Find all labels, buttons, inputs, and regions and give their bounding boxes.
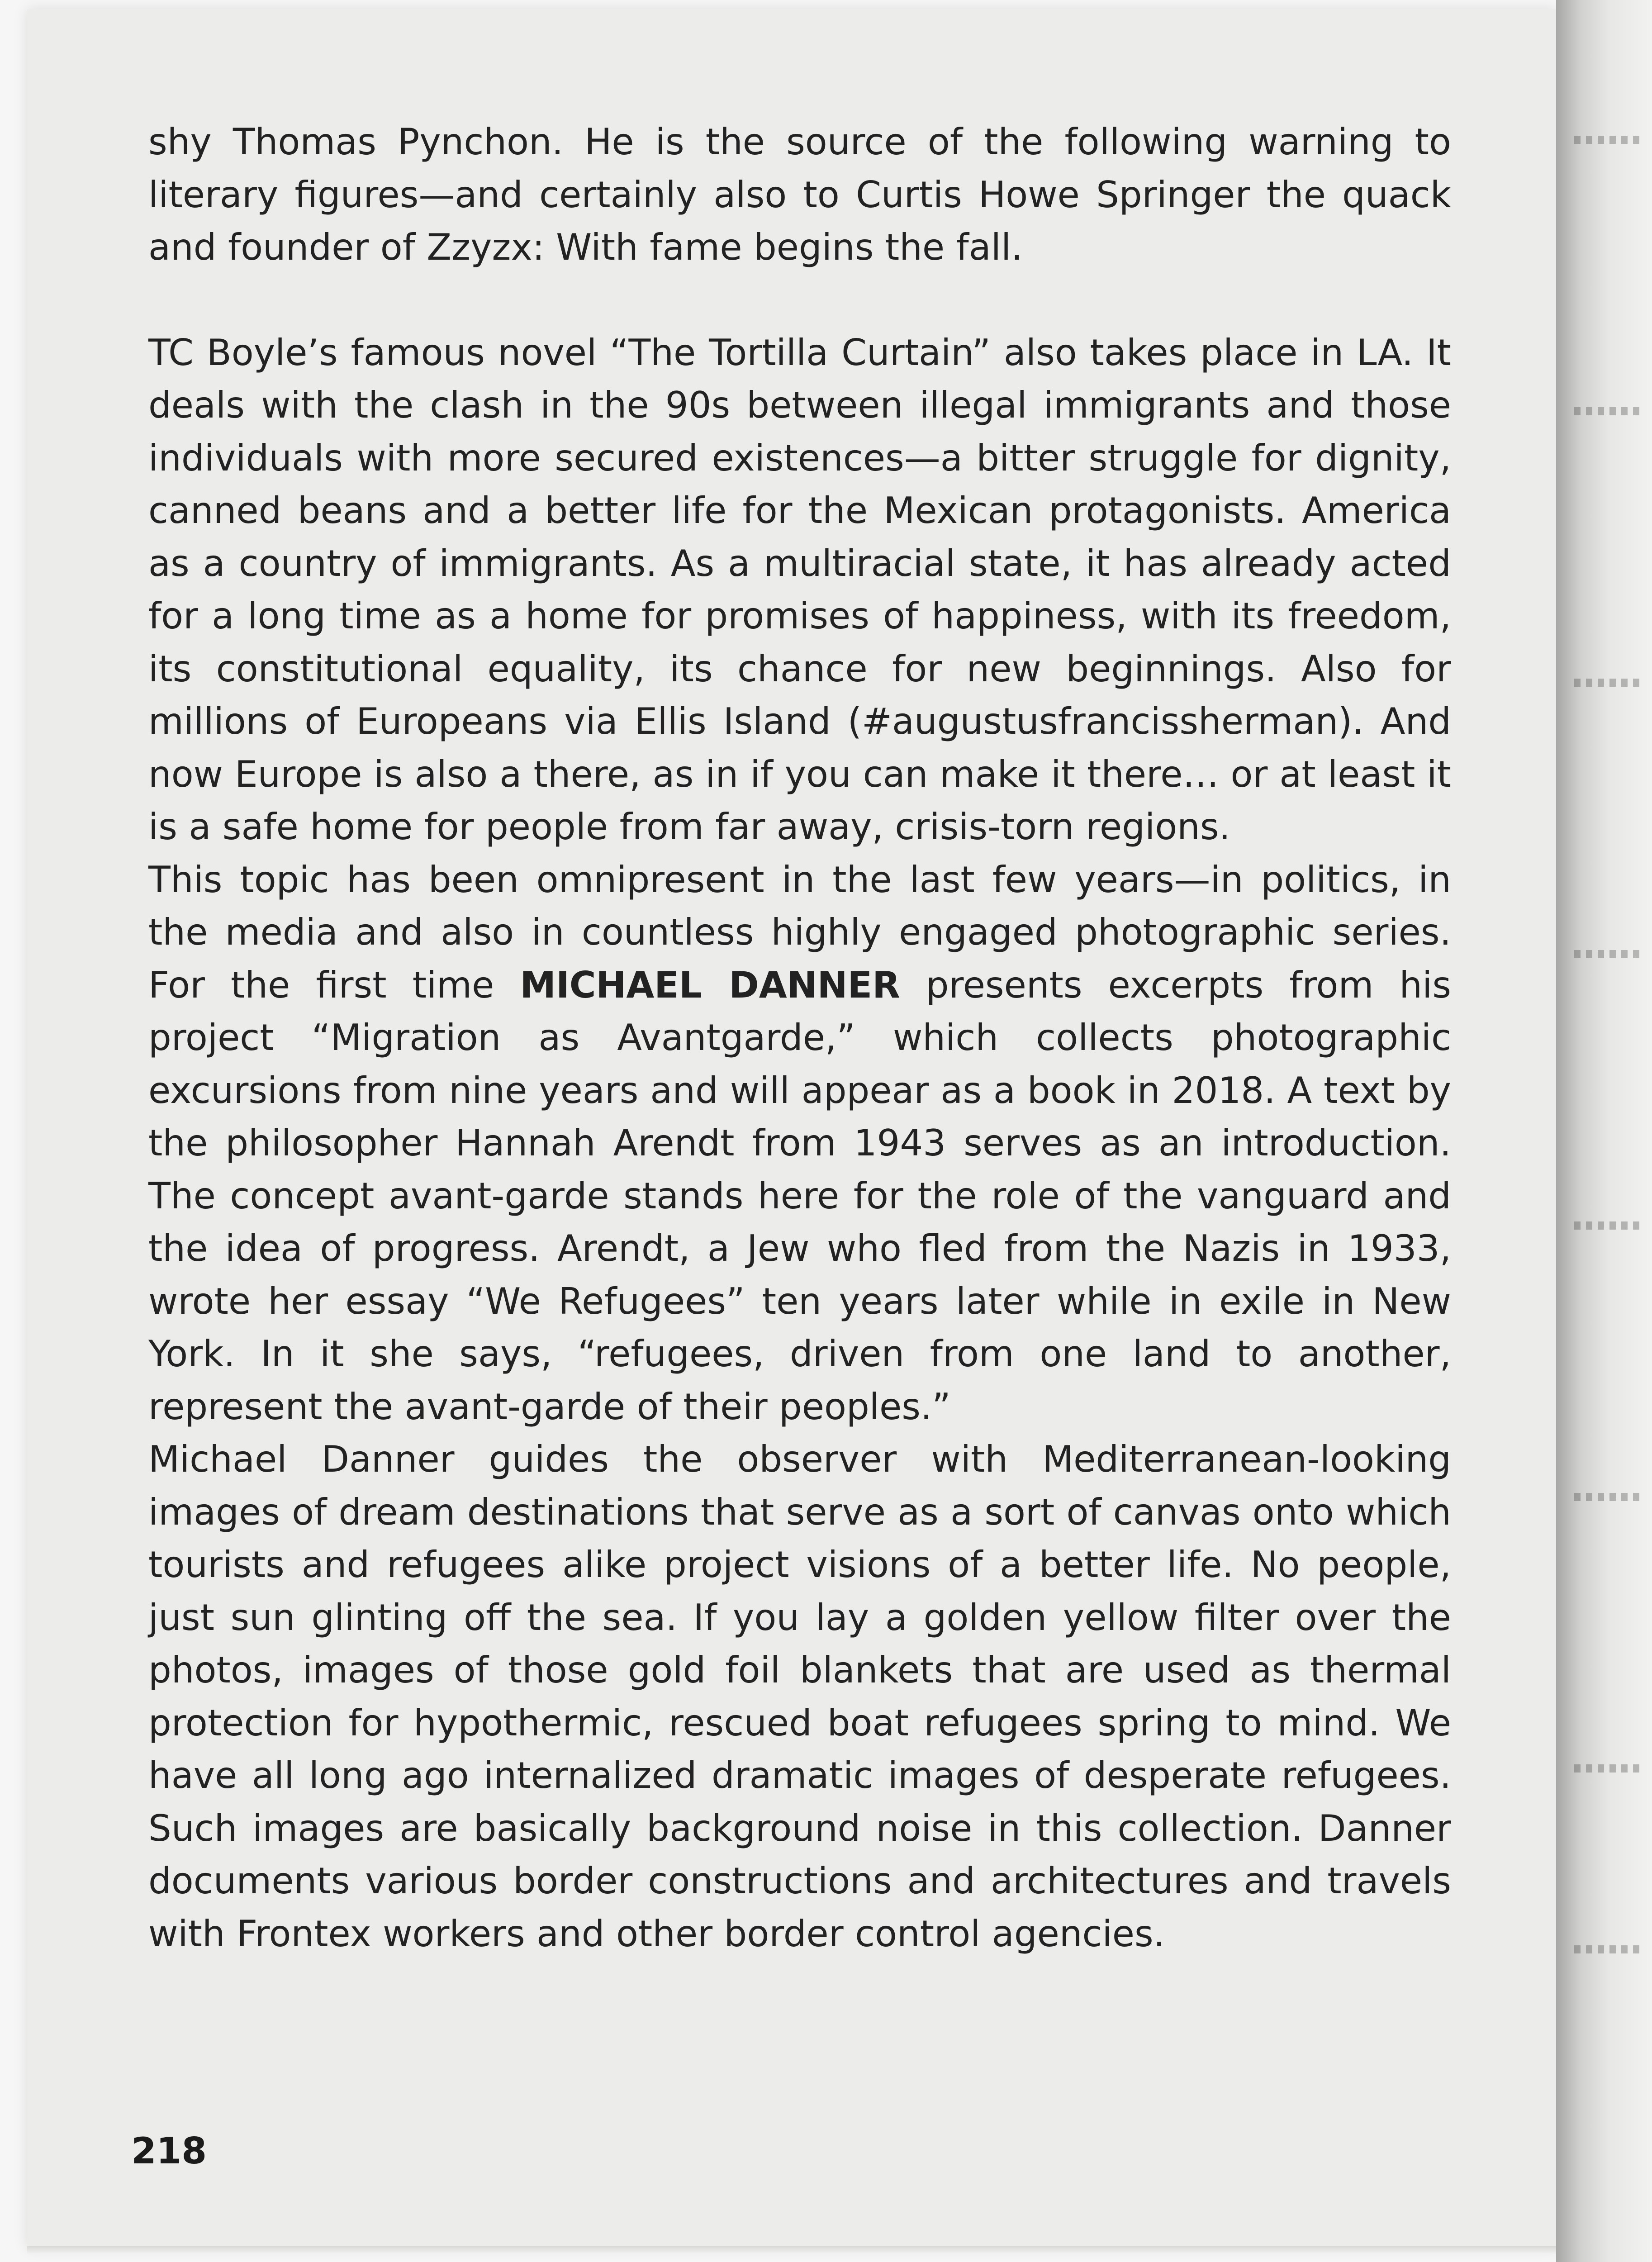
paragraph-tortilla-curtain: TC Boyle’s famous novel “The Tortilla Curtain” also takes place in LA. It deals with the clash in the 90s between illegal immigrants and those individuals with more secured existences—a bitter struggle for dignity, canned beans and a better life for the Mexican protagonists. America as a country of immigrants. As a multiracial state, it has already acted for a long time as a home for promises of happiness, with its freedom, its constitutional equality, its chance for new beginnings. Also for millions of Europeans via Ellis Island (#augustusfrancissherman). And now Europe is also a there, as in if you can make it there… or at least it is a safe home for people from far away, crisis-torn regions. [148, 331, 1451, 848]
facing-page-text-fragment [1574, 1493, 1642, 1501]
paragraph-text: This topic has been omnipresent in the last few years—in politics, in the media and also in countless highly engaged photographic series. For the first time [148, 858, 1451, 1006]
facing-page-edge [1556, 0, 1652, 2262]
facing-page-text-fragment [1574, 950, 1642, 958]
paragraph-danner-images: Michael Danner guides the observer with Mediterranean-looking images of dream destinations that serve as a sort of canvas onto which tourists and refugees alike project visions of a better life. No people, just sun glinting off the sea. If you lay a golden yellow filter over the photos, images of those gold foil blankets that are used as thermal protection for hypothermic, rescued boat refugees spring to mind. We have all long ago internalized dramatic images of desperate refugees. Such images are basically background noise in this collection. Danner documents various border constructions and architectures and travels with Frontex workers and other border control agencies. [148, 1438, 1451, 1955]
facing-page-text-fragment [1574, 136, 1642, 144]
facing-page-text-fragment [1574, 679, 1642, 687]
page-number: 218 [131, 2130, 207, 2172]
body-text [148, 116, 1451, 1960]
book-page [27, 9, 1556, 2248]
paragraph-pynchon-warning: shy Thomas Pynchon. He is the source of the following warning to literary figures—and certainly also to Curtis Howe Springer the quack and founder of Zzyzx: With fame begins the fall. [148, 121, 1451, 268]
photographer-name: MICHAEL DANNER [520, 964, 900, 1006]
facing-page-text-fragment [1574, 1764, 1642, 1773]
facing-page-text-fragment [1574, 1945, 1642, 1953]
facing-page-text-fragment [1574, 1221, 1642, 1230]
page-bottom-edge [27, 2246, 1556, 2254]
paragraph-text: presents excerpts from his project “Migration as Avantgarde,” which collects photographic excursions from nine years and will appear as a book in 2018. A text by the philosopher Hannah Arendt from 1943 serves as an introduction. The concept avant-garde stands here for the role of the vanguard and the idea of progress. Arendt, a Jew who fled from the Nazis in 1933, wrote her essay “We Refugees” ten years later while in exile in New York. In it she says, “refugees, driven from one land to another, represent the avant-garde of their peoples.” [148, 964, 1451, 1428]
paragraph-migration-avantgarde [148, 854, 1451, 1434]
facing-page-text-fragment [1574, 407, 1642, 415]
